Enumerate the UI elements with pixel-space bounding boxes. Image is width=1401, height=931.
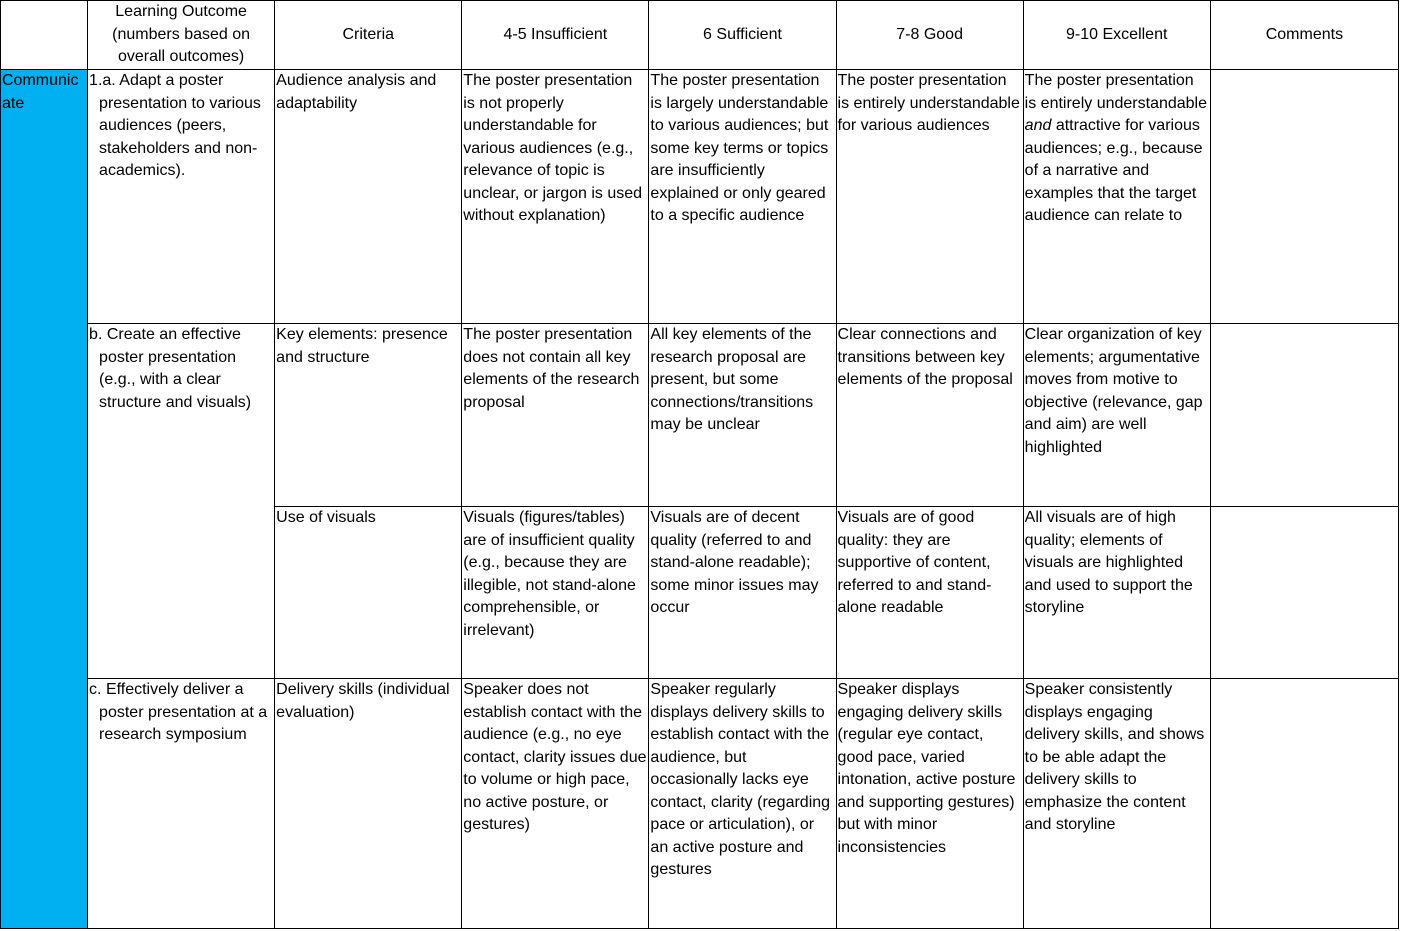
sufficient-cell: Speaker regularly displays delivery skills to establish contact with the audience, but occasionally lacks eye contact, clarity (regarding pace or articulation), or an active posture and gestures xyxy=(649,679,836,929)
insufficient-cell: Speaker does not establish contact with the audience (e.g., no eye contact, clarity issues due to volume or high pace, no active posture, or gestures) xyxy=(462,679,649,929)
header-blank xyxy=(1,1,88,70)
section-label: Communicate xyxy=(1,70,88,929)
comments-cell[interactable] xyxy=(1210,70,1398,324)
comments-cell[interactable] xyxy=(1210,679,1398,929)
outcome-cell xyxy=(88,679,275,929)
header-insufficient: 4-5 Insufficient xyxy=(462,1,649,70)
good-cell: The poster presentation is entirely understandable for various audiences xyxy=(836,70,1023,324)
header-good: 7-8 Good xyxy=(836,1,1023,70)
outcome-text: c. Effectively deliver a poster presentation at a research symposium xyxy=(89,681,268,743)
header-sufficient: 6 Sufficient xyxy=(649,1,836,70)
table-row xyxy=(1,70,1399,324)
excellent-text-part: attractive for various audiences; e.g., because of a narrative and examples that the target audience can relate to xyxy=(1024,117,1203,224)
good-cell: Clear connections and transitions between key elements of the proposal xyxy=(836,324,1023,507)
criteria-cell: Use of visuals xyxy=(275,507,462,679)
sufficient-cell: Visuals are of decent quality (referred to and stand-alone readable); some minor issues may occur xyxy=(649,507,836,679)
comments-cell[interactable] xyxy=(1210,324,1398,507)
header-criteria: Criteria xyxy=(275,1,462,70)
insufficient-cell: The poster presentation does not contain all key elements of the research proposal xyxy=(462,324,649,507)
outcome-cell xyxy=(88,324,275,679)
sufficient-cell: All key elements of the research proposal are present, but some connections/transitions may be unclear xyxy=(649,324,836,507)
good-cell: Visuals are of good quality: they are supportive of content, referred to and stand-alone readable xyxy=(836,507,1023,679)
excellent-cell: Clear organization of key elements; argumentative moves from motive to objective (relevance, gap and aim) are well highlighted xyxy=(1023,324,1210,507)
sufficient-cell: The poster presentation is largely understandable to various audiences; but some key terms or topics are insufficiently explained or only geared to a specific audience xyxy=(649,70,836,324)
excellent-emphasis: and xyxy=(1024,117,1052,134)
header-excellent: 9-10 Excellent xyxy=(1023,1,1210,70)
outcome-cell xyxy=(88,70,275,324)
table-row xyxy=(1,324,1399,507)
excellent-cell: Speaker consistently displays engaging delivery skills, and shows to be able adapt the delivery skills to emphasize the content and storyline xyxy=(1023,679,1210,929)
criteria-cell: Audience analysis and adaptability xyxy=(275,70,462,324)
header-row xyxy=(1,1,1399,70)
outcome-text: b. Create an effective poster presentation (e.g., with a clear structure and visuals) xyxy=(89,326,252,411)
insufficient-cell: The poster presentation is not properly understandable for various audiences (e.g., relevance of topic is unclear, or jargon is used without explanation) xyxy=(462,70,649,324)
insufficient-cell: Visuals (figures/tables) are of insufficient quality (e.g., because they are illegible, not stand-alone comprehensible, or irrelevant) xyxy=(462,507,649,679)
outcome-text: 1.a. Adapt a poster presentation to various audiences (peers, stakeholders and non-academics). xyxy=(89,72,261,179)
header-comments: Comments xyxy=(1210,1,1398,70)
excellent-cell: All visuals are of high quality; elements of visuals are highlighted and used to support the storyline xyxy=(1023,507,1210,679)
excellent-text-part: The poster presentation is entirely understandable xyxy=(1024,72,1208,112)
criteria-cell: Delivery skills (individual evaluation) xyxy=(275,679,462,929)
header-learning-outcome: Learning Outcome (numbers based on overall outcomes) xyxy=(88,1,275,70)
comments-cell[interactable] xyxy=(1210,507,1398,679)
criteria-cell: Key elements: presence and structure xyxy=(275,324,462,507)
excellent-cell xyxy=(1023,70,1210,324)
table-row xyxy=(1,679,1399,929)
good-cell: Speaker displays engaging delivery skills (regular eye contact, good pace, varied intonation, active posture and supporting gestures) but with minor inconsistencies xyxy=(836,679,1023,929)
